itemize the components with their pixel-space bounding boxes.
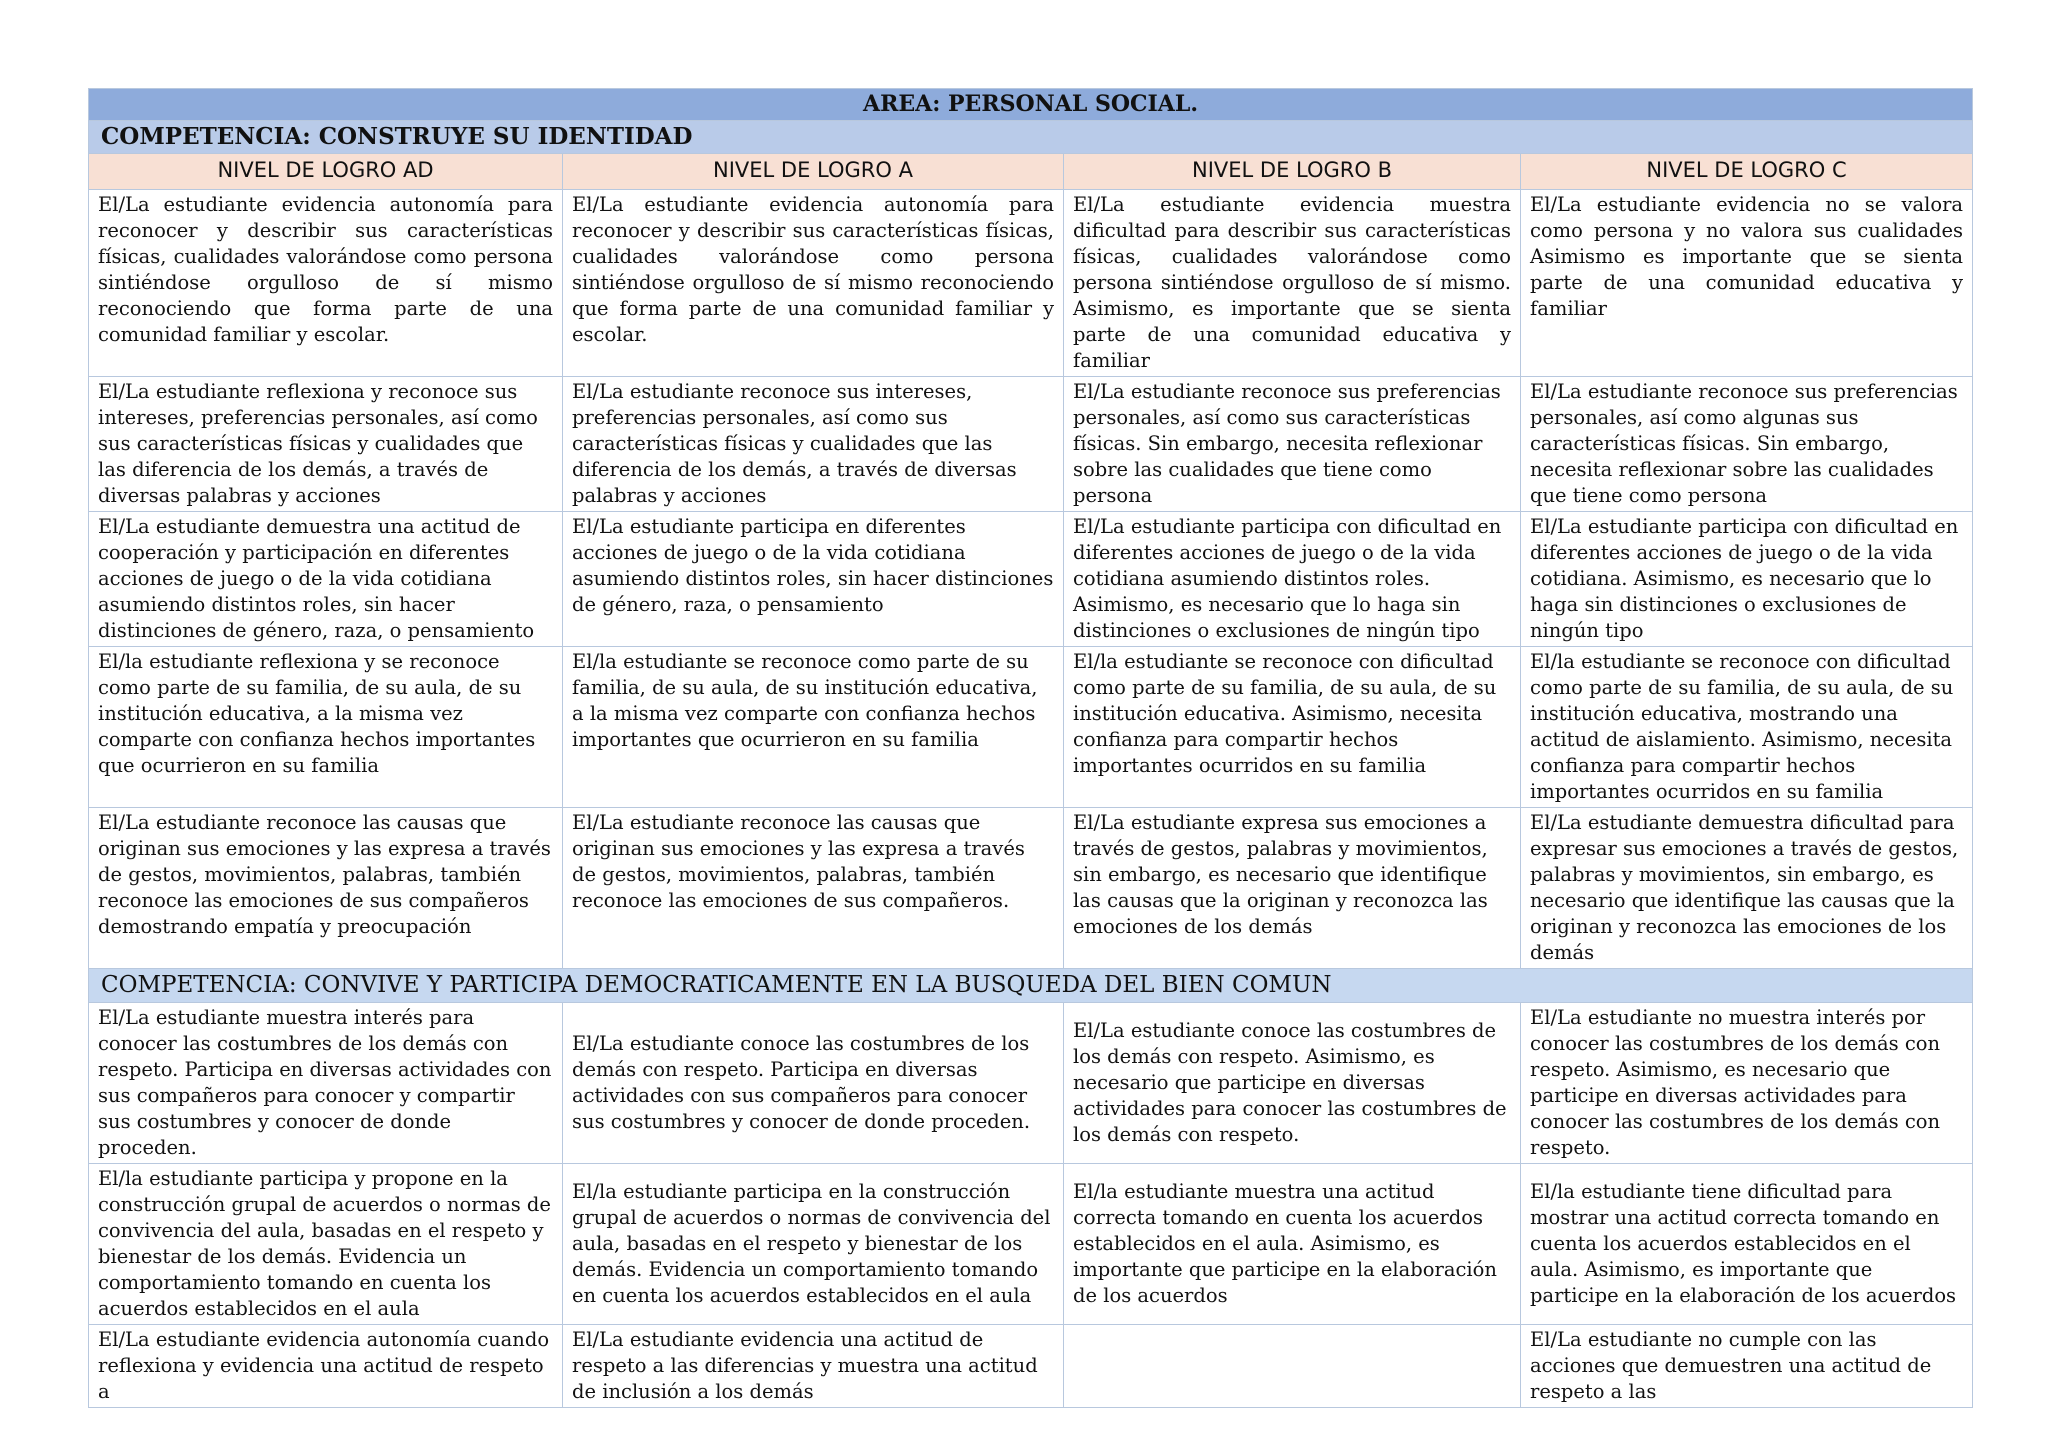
cell-b: El/La estudiante reconoce sus preferencias personales, así como sus características físicas. Sin embargo, necesita reflexionar sobre las cualidades que tiene como persona bbox=[1064, 377, 1521, 512]
cell-c: El/La estudiante evidencia no se valora como persona y no valora sus cualidades Asimismo es importante que se sienta parte de una comunidad educativa y familiar bbox=[1521, 190, 1973, 377]
cell-c: El/la estudiante se reconoce con dificultad como parte de su familia, de su aula, de su institución educativa, mostrando una actitud de aislamiento. Asimismo, necesita confianza para compartir hechos importantes ocurridos en su familia bbox=[1521, 647, 1973, 808]
cell-a: El/La estudiante conoce las costumbres de los demás con respeto. Participa en diversas actividades con sus compañeros para conocer sus costumbres y conocer de donde proceden. bbox=[563, 1003, 1064, 1164]
cell-b: El/La estudiante evidencia muestra dificultad para describir sus características físicas, cualidades valorándose como persona sintiéndose orgulloso de sí mismo. Asimismo, es importante que se sienta parte de una comunidad educativa y familiar bbox=[1064, 190, 1521, 377]
table-row bbox=[89, 1164, 1973, 1325]
cell-ad: El/La estudiante demuestra una actitud de cooperación y participación en diferentes acciones de juego o de la vida cotidiana asumiendo distintos roles, sin hacer distinciones de género, raza, o pensamiento bbox=[89, 512, 563, 647]
cell-ad: El/La estudiante evidencia autonomía cuando reflexiona y evidencia una actitud de respeto a bbox=[89, 1325, 563, 1408]
level-header-ad: NIVEL DE LOGRO AD bbox=[89, 154, 563, 190]
table-row bbox=[89, 190, 1973, 377]
competencia-2-title: COMPETENCIA: CONVIVE Y PARTICIPA DEMOCRATICAMENTE EN LA BUSQUEDA DEL BIEN COMUN bbox=[89, 969, 1973, 1003]
cell-ad: El/La estudiante evidencia autonomía para reconocer y describir sus características físicas, cualidades valorándose como persona sintiéndose orgulloso de sí mismo reconociendo que forma parte de una comunidad familiar y escolar. bbox=[89, 190, 563, 377]
rubric-table bbox=[88, 88, 1973, 1408]
competencia-2-row bbox=[89, 969, 1973, 1003]
area-title-row bbox=[89, 89, 1973, 121]
cell-b: El/La estudiante conoce las costumbres de los demás con respeto. Asimismo, es necesario que participe en diversas actividades para conocer las costumbres de los demás con respeto. bbox=[1064, 1003, 1521, 1164]
cell-a: El/la estudiante se reconoce como parte de su familia, de su aula, de su institución educativa, a la misma vez comparte con confianza hechos importantes que ocurrieron en su familia bbox=[563, 647, 1064, 808]
cell-ad: El/La estudiante reflexiona y reconoce sus intereses, preferencias personales, así como sus características físicas y cualidades que las diferencia de los demás, a través de diversas palabras y acciones bbox=[89, 377, 563, 512]
area-title: AREA: PERSONAL SOCIAL. bbox=[89, 89, 1973, 121]
cell-c: El/La estudiante no muestra interés por conocer las costumbres de los demás con respeto. Asimismo, es necesario que participe en diversas actividades para conocer las costumbres de los demás con respeto. bbox=[1521, 1003, 1973, 1164]
cell-b: El/la estudiante se reconoce con dificultad como parte de su familia, de su aula, de su institución educativa. Asimismo, necesita confianza para compartir hechos importantes ocurridos en su familia bbox=[1064, 647, 1521, 808]
table-row bbox=[89, 647, 1973, 808]
cell-c: El/La estudiante no cumple con las acciones que demuestren una actitud de respeto a las bbox=[1521, 1325, 1973, 1408]
cell-a: El/la estudiante participa en la construcción grupal de acuerdos o normas de convivencia del aula, basadas en el respeto y bienestar de los demás. Evidencia un comportamiento tomando en cuenta los acuerdos establecidos en el aula bbox=[563, 1164, 1064, 1325]
table-row bbox=[89, 377, 1973, 512]
rubric-sheet bbox=[88, 88, 1972, 1408]
table-row bbox=[89, 512, 1973, 647]
cell-a: El/La estudiante evidencia una actitud de respeto a las diferencias y muestra una actitud de inclusión a los demás bbox=[563, 1325, 1064, 1408]
table-row bbox=[89, 1325, 1973, 1408]
cell-ad: El/La estudiante muestra interés para conocer las costumbres de los demás con respeto. Participa en diversas actividades con sus compañeros para conocer y compartir sus costumbres y conocer de donde proceden. bbox=[89, 1003, 563, 1164]
level-header-c: NIVEL DE LOGRO C bbox=[1521, 154, 1973, 190]
cell-c: El/la estudiante tiene dificultad para mostrar una actitud correcta tomando en cuenta los acuerdos establecidos en el aula. Asimismo, es importante que participe en la elaboración de los acuerdos bbox=[1521, 1164, 1973, 1325]
cell-a: El/La estudiante reconoce sus intereses, preferencias personales, así como sus características físicas y cualidades que las diferencia de los demás, a través de diversas palabras y acciones bbox=[563, 377, 1064, 512]
cell-a: El/La estudiante evidencia autonomía para reconocer y describir sus características físicas, cualidades valorándose como persona sintiéndose orgulloso de sí mismo reconociendo que forma parte de una comunidad familiar y escolar. bbox=[563, 190, 1064, 377]
cell-ad: El/la estudiante participa y propone en la construcción grupal de acuerdos o normas de convivencia del aula, basadas en el respeto y bienestar de los demás. Evidencia un comportamiento tomando en cuenta los acuerdos establecidos en el aula bbox=[89, 1164, 563, 1325]
cell-a: El/La estudiante participa en diferentes acciones de juego o de la vida cotidiana asumiendo distintos roles, sin hacer distinciones de género, raza, o pensamiento bbox=[563, 512, 1064, 647]
competencia-1-title: COMPETENCIA: CONSTRUYE SU IDENTIDAD bbox=[89, 121, 1973, 154]
table-row bbox=[89, 808, 1973, 969]
level-header-a: NIVEL DE LOGRO A bbox=[563, 154, 1064, 190]
cell-b: El/la estudiante muestra una actitud correcta tomando en cuenta los acuerdos establecidos en el aula. Asimismo, es importante que participe en la elaboración de los acuerdos bbox=[1064, 1164, 1521, 1325]
cell-ad: El/La estudiante reconoce las causas que originan sus emociones y las expresa a través de gestos, movimientos, palabras, también reconoce las emociones de sus compañeros demostrando empatía y preocupación bbox=[89, 808, 563, 969]
cell-a: El/La estudiante reconoce las causas que originan sus emociones y las expresa a través de gestos, movimientos, palabras, también reconoce las emociones de sus compañeros. bbox=[563, 808, 1064, 969]
cell-c: El/La estudiante reconoce sus preferencias personales, así como algunas sus características físicas. Sin embargo, necesita reflexionar sobre las cualidades que tiene como persona bbox=[1521, 377, 1973, 512]
cell-b bbox=[1064, 1325, 1521, 1408]
level-header-b: NIVEL DE LOGRO B bbox=[1064, 154, 1521, 190]
cell-c: El/La estudiante participa con dificultad en diferentes acciones de juego o de la vida cotidiana. Asimismo, es necesario que lo haga sin distinciones o exclusiones de ningún tipo bbox=[1521, 512, 1973, 647]
cell-b: El/La estudiante participa con dificultad en diferentes acciones de juego o de la vida cotidiana asumiendo distintos roles. Asimismo, es necesario que lo haga sin distinciones o exclusiones de ningún tipo bbox=[1064, 512, 1521, 647]
levels-header-row bbox=[89, 154, 1973, 190]
cell-c: El/La estudiante demuestra dificultad para expresar sus emociones a través de gestos, palabras y movimientos, sin embargo, es necesario que identifique las causas que la originan y reconozca las emociones de los demás bbox=[1521, 808, 1973, 969]
cell-ad: El/la estudiante reflexiona y se reconoce como parte de su familia, de su aula, de su institución educativa, a la misma vez comparte con confianza hechos importantes que ocurrieron en su familia bbox=[89, 647, 563, 808]
cell-b: El/La estudiante expresa sus emociones a través de gestos, palabras y movimientos, sin embargo, es necesario que identifique las causas que la originan y reconozca las emociones de los demás bbox=[1064, 808, 1521, 969]
competencia-1-row bbox=[89, 121, 1973, 154]
table-row bbox=[89, 1003, 1973, 1164]
